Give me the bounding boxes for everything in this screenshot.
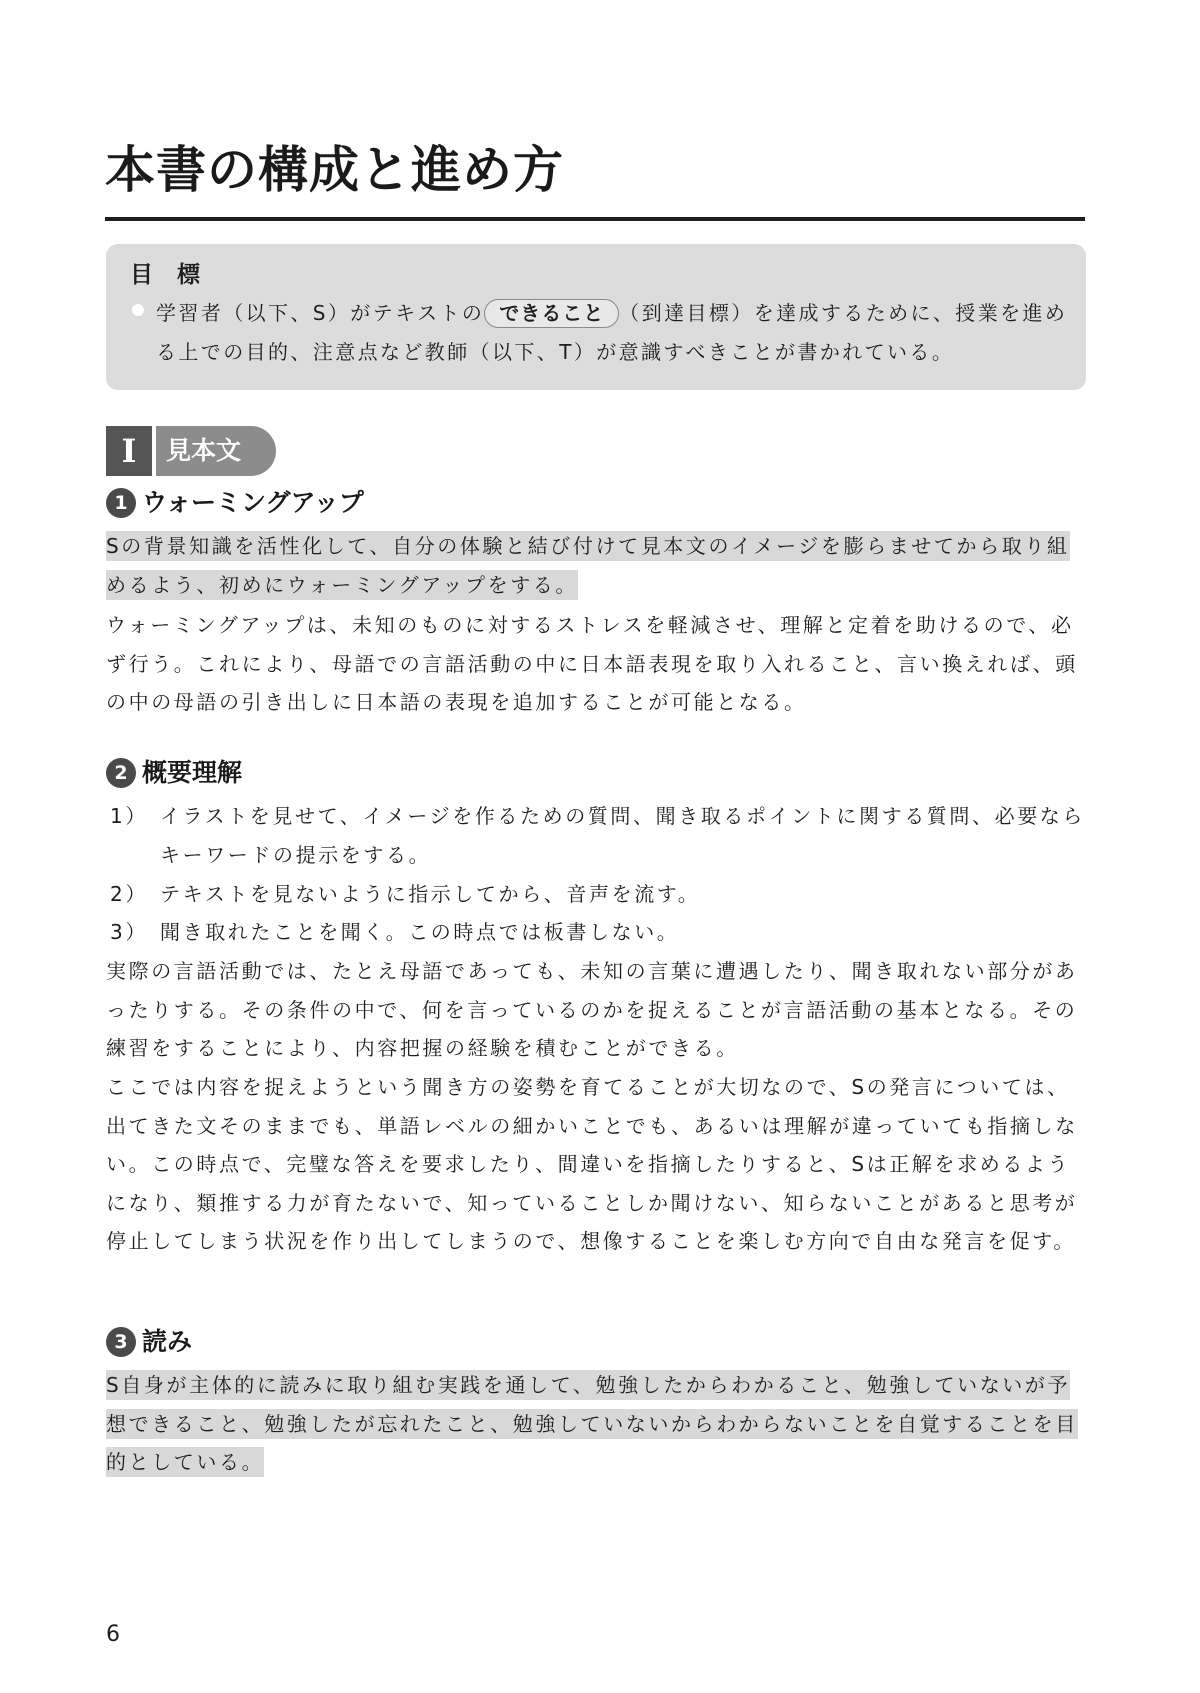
warmup-highlight xyxy=(106,527,1086,604)
list-item-text: イラストを見せて、イメージを作るための質問、聞き取るポイントに関する質問、必要ならキーワードの提示をする。 xyxy=(160,804,1085,867)
can-do-pill: できること xyxy=(484,299,619,328)
highlighted-text: S自身が主体的に読みに取り組む実践を通して、勉強したからわかること、勉強していないが予想できること、勉強したが忘れたこと、勉強していないからわからないことを自覚することを目的としている。 xyxy=(106,1370,1078,1477)
goal-heading: 目 標 xyxy=(130,262,209,288)
list-item-text: 聞き取れたことを聞く。この時点では板書しない。 xyxy=(160,920,680,944)
overview-body-1: 実際の言語活動では、たとえ母語であっても、未知の言葉に遭遇したり、聞き取れない部分があったりする。その条件の中で、何を言っているのかを捉えることが言語活動の基本となる。その練習をすることにより、内容把握の経験を積むことができる。 xyxy=(106,959,1078,1061)
list-item-number: 3） xyxy=(110,920,148,944)
list-item xyxy=(110,875,1086,914)
title-rule xyxy=(105,217,1085,221)
number-circle-icon: 2 xyxy=(106,758,136,788)
warmup-body: ウォーミングアップは、未知のものに対するストレスを軽減させ、理解と定着を助けるので、必ず行う。これにより、母語での言語活動の中に日本語表現を取り入れること、言い換えれば、頭の中の母語の引き出しに日本語の表現を追加することが可能となる。 xyxy=(106,613,1078,715)
number-circle-icon: 3 xyxy=(106,1327,136,1357)
list-item-number: 1） xyxy=(110,804,148,828)
goal-box xyxy=(106,244,1086,390)
overview-title: 概要理解 xyxy=(142,758,243,787)
warmup-title: ウォーミングアップ xyxy=(142,488,364,517)
number-circle-icon: 1 xyxy=(106,488,136,518)
list-item-text: テキストを見ないように指示してから、音声を流す。 xyxy=(160,882,701,906)
section-number: I xyxy=(106,426,152,476)
goal-text-before: 学習者（以下、S）がテキストの xyxy=(156,301,485,325)
section-tab xyxy=(106,426,276,476)
goal-text-after: （到達目標）を達成するために、授業を進める上での目的、注意点など教師（以下、T）が意識すべきことが書かれている。 xyxy=(156,301,1068,364)
overview-body-2: ここでは内容を捉えようという聞き方の姿勢を育てることが大切なので、Sの発言については、出てきた文そのままでも、単語レベルの細かいことでも、あるいは理解が違っていても指摘しない。この時点で、完璧な答えを要求したり、間違いを指摘したりすると、Sは正解を求めるようになり、類推する力が育たないで、知っていることしか聞けない、知らないことがあると思考が停止してしまう状況を作り出してしまうので、想像することを楽しむ方向で自由な発言を促す。 xyxy=(106,1075,1078,1254)
list-item xyxy=(110,797,1086,874)
page-number: 6 xyxy=(106,1622,120,1647)
goal-text xyxy=(156,294,1076,372)
list-item xyxy=(110,913,1086,952)
page-title: 本書の構成と進め方 xyxy=(105,141,564,199)
list-item-number: 2） xyxy=(110,882,148,906)
section-label: 見本文 xyxy=(156,426,276,476)
highlighted-text: Sの背景知識を活性化して、自分の体験と結び付けて見本文のイメージを膨らませてから取り組めるよう、初めにウォーミングアップをする。 xyxy=(106,531,1070,600)
bullet-icon xyxy=(132,304,144,316)
reading-highlight xyxy=(106,1366,1086,1482)
reading-title: 読み xyxy=(142,1327,193,1356)
